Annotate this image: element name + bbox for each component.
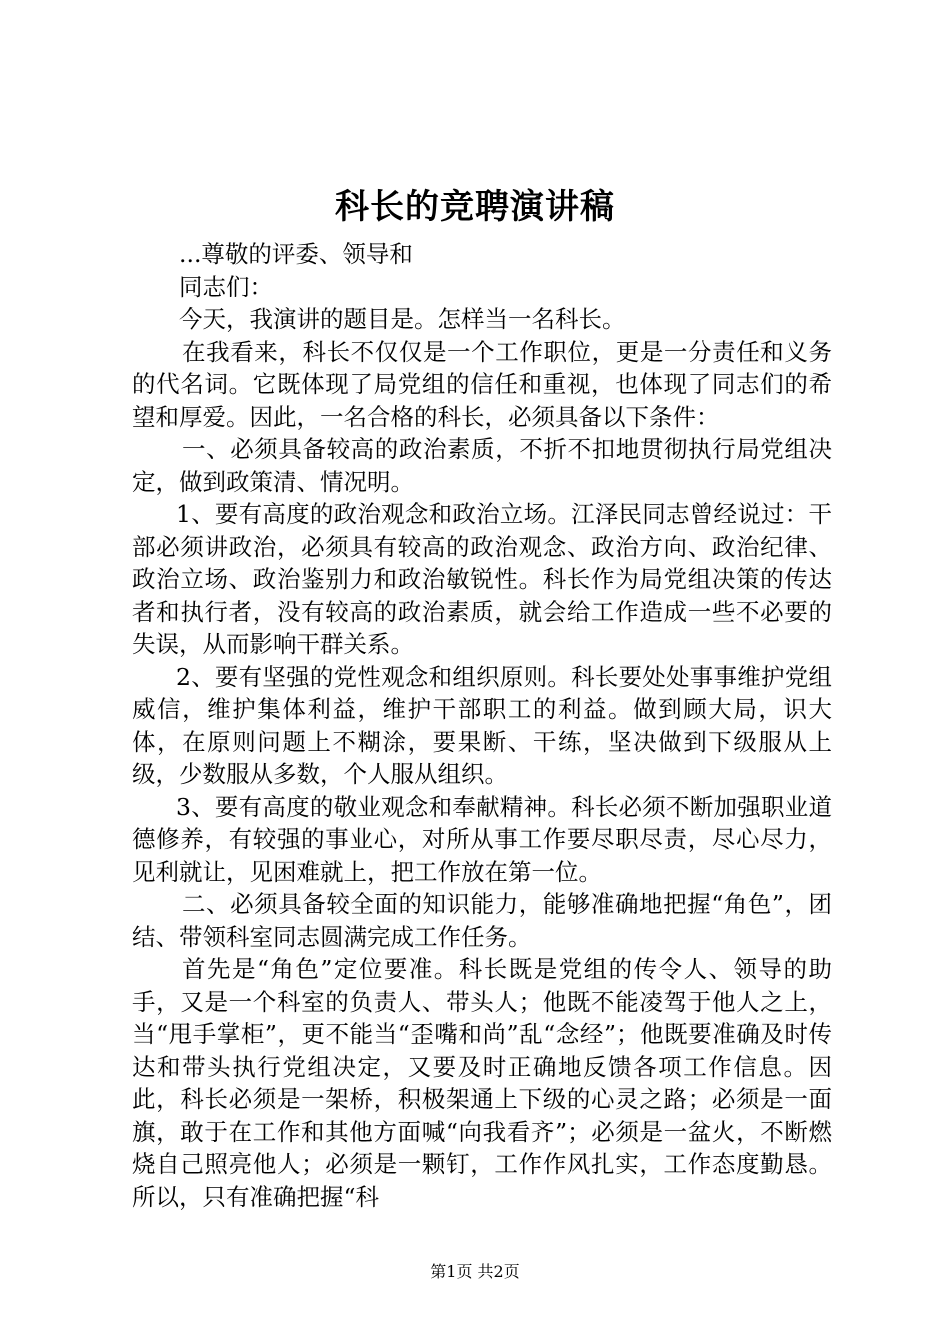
page-footer: 第1页 共2页 <box>430 1262 520 1281</box>
paragraph: 今天，我演讲的题目是。怎样当一名科长。 <box>179 305 626 333</box>
paragraph: 首先是“角色”定位要准。科长既是党组的传令人、领导的助手，又是一个科室的负责人、带头人；他既不能凌驾于他人之上，当“甩手掌柜”，更不能当“歪嘴和尚”乱“念经”；他既要准确及时传达和带头执行党组决定，又要及时正确地反馈各项工作信息。因此，科长必须是一架桥，积极架通上下级的心灵之路；必须是一面旗，敢于在工作和其他方面喊“向我看齐”；必须是一盆火，不断燃烧自己照亮他人；必须是一颗钉，工作作风扎实，工作态度勤恳。所以，只有准确把握“科 <box>132 955 832 1211</box>
numbered-paragraph: 3、要有高度的敬业观念和奉献精神。科长必须不断加强职业道德修养，有较强的事业心，对所从事工作要尽职尽责，尽心尽力，见利就让，见困难就上，把工作放在第一位。 <box>132 792 832 886</box>
section-heading: 二、必须具备较全面的知识能力，能够准确地把握“角色”，团结、带领科室同志圆满完成工作任务。 <box>132 890 832 951</box>
paragraph: 在我看来，科长不仅仅是一个工作职位，更是一分责任和义务的代名词。它既体现了局党组的信任和重视，也体现了同志们的希望和厚爱。因此，一名合格的科长，必须具备以下条件： <box>132 337 832 431</box>
document-title: 科长的竞聘演讲稿 <box>335 187 615 227</box>
salutation-line: 同志们： <box>179 272 273 301</box>
document-body <box>132 238 832 1213</box>
numbered-paragraph: 2、要有坚强的党性观念和组织原则。科长要处处事事维护党组威信，维护集体利益，维护干部职工的利益。做到顾大局，识大体，在原则问题上不糊涂，要果断、干练，坚决做到下级服从上级，少数服从多数，个人服从组织。 <box>132 662 832 788</box>
numbered-paragraph: 1、要有高度的政治观念和政治立场。江泽民同志曾经说过：干部必须讲政治，必须具有较高的政治观念、政治方向、政治纪律、政治立场、政治鉴别力和政治敏锐性。科长作为局党组决策的传达者和执行者，没有较高的政治素质，就会给工作造成一些不必要的失误，从而影响干群关系。 <box>132 500 832 658</box>
section-heading: 一、必须具备较高的政治素质，不折不扣地贯彻执行局党组决定，做到政策清、情况明。 <box>132 435 832 496</box>
salutation-line: ...尊敬的评委、领导和 <box>179 240 413 268</box>
